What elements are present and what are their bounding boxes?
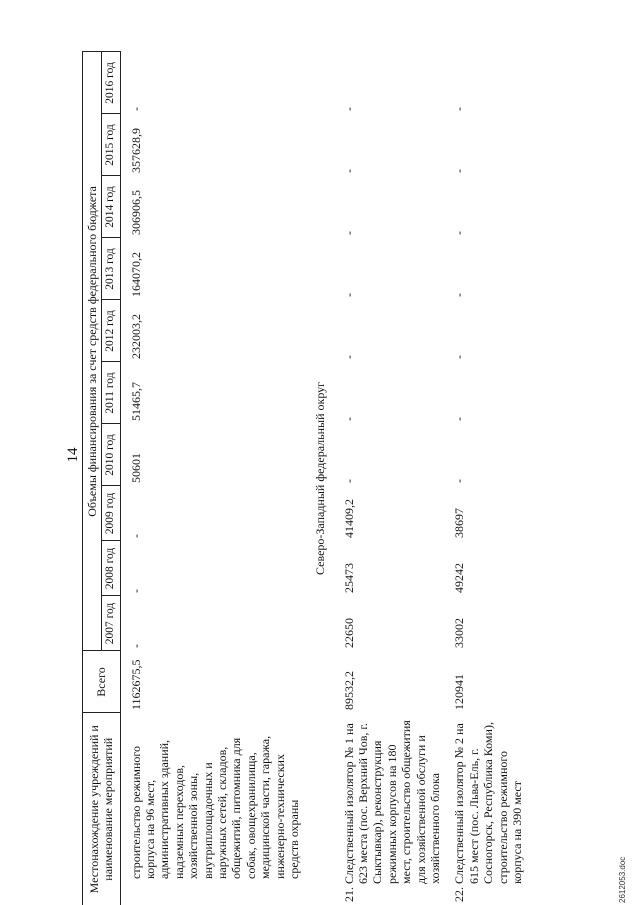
row-name: Следственный изолятор № 1 на 623 места (пос. Верхний Чов, г. Сыктывкар), реконструкция режимных корпусов на 180 мест, строительство общежития для хозяйственной обслуги и хозяйственного блока xyxy=(341,720,443,884)
row-value: - xyxy=(128,589,143,593)
row-value: - xyxy=(452,479,467,483)
row-value: - xyxy=(128,534,143,538)
row-value: 232003,2 xyxy=(128,314,143,359)
row-value: - xyxy=(341,231,356,235)
region-label: Северо-Западный федеральный округ xyxy=(313,381,328,575)
row-total: 1162675,5 xyxy=(128,659,143,710)
row-value: 41409,2 xyxy=(341,499,356,538)
footer-file-code: 2612053.doc xyxy=(618,856,627,903)
row-name: Следственный изолятор № 2 на 615 мест (пос. Льва-Ель, г. Сосногорск, Республика Коми), строительство режимного корпуса на 390 мест xyxy=(452,722,524,884)
row-value: 51465,7 xyxy=(128,382,143,421)
row-value: - xyxy=(128,107,143,111)
table-row xyxy=(450,52,526,905)
row-value: 357628,9 xyxy=(128,128,143,173)
table-row xyxy=(127,52,304,905)
row-index: 22. xyxy=(452,887,467,902)
header-name-col: Местонахождение учреждений и наименование мероприятий xyxy=(83,713,121,905)
row-value: - xyxy=(341,107,356,111)
row-value: - xyxy=(452,231,467,235)
row-value: 49242 xyxy=(452,563,467,593)
row-value: - xyxy=(128,644,143,648)
page-number: 14 xyxy=(65,447,81,463)
header-year: 2016 год xyxy=(102,52,120,114)
row-value: 33002 xyxy=(452,618,467,648)
row-name-cell xyxy=(450,713,526,905)
header-year: 2009 год xyxy=(102,486,120,541)
row-value: - xyxy=(341,417,356,421)
row-value: 50601 xyxy=(128,453,143,483)
header-year: 2008 год xyxy=(102,541,120,596)
header-year: 2014 год xyxy=(102,176,120,238)
header-group-title: Объемы финансирования за счет средств федерального бюджета xyxy=(83,52,102,651)
row-name-cell xyxy=(340,713,445,905)
header-total-col: Всего xyxy=(83,651,121,713)
header-year: 2012 год xyxy=(102,300,120,362)
header-year: 2007 год xyxy=(102,596,120,651)
row-total: 89532,2 xyxy=(341,671,356,710)
row-value: 25473 xyxy=(341,563,356,593)
financing-table xyxy=(82,51,526,905)
row-value: 306906,5 xyxy=(128,190,143,235)
row-value: - xyxy=(341,169,356,173)
row-value: - xyxy=(452,417,467,421)
header-year: 2011 год xyxy=(102,362,120,424)
table-header xyxy=(83,52,121,905)
row-value: - xyxy=(452,355,467,359)
header-year: 2013 год xyxy=(102,238,120,300)
table-row xyxy=(340,52,445,905)
region-row xyxy=(303,52,339,905)
row-value: - xyxy=(341,293,356,297)
row-value: - xyxy=(341,355,356,359)
row-value: - xyxy=(452,293,467,297)
row-value: - xyxy=(452,107,467,111)
row-value: - xyxy=(452,169,467,173)
row-index: 21. xyxy=(341,887,356,902)
row-total: 120941 xyxy=(452,674,467,710)
header-year: 2015 год xyxy=(102,114,120,176)
row-value: - xyxy=(341,479,356,483)
row-value: 22650 xyxy=(341,618,356,648)
row-value: 38697 xyxy=(452,508,467,538)
row-value: 164070,2 xyxy=(128,252,143,297)
header-year: 2010 год xyxy=(102,424,120,486)
row-name: строительство режимного корпуса на 96 мест, административных зданий, надземных переходов, хозяйственной зоны, внутриплощадочных и наружных сетей, складов, общежитий, питомника для собак, овощехранилища, медицинской части, гаража, инженерно-технических средств охраны xyxy=(128,735,301,879)
